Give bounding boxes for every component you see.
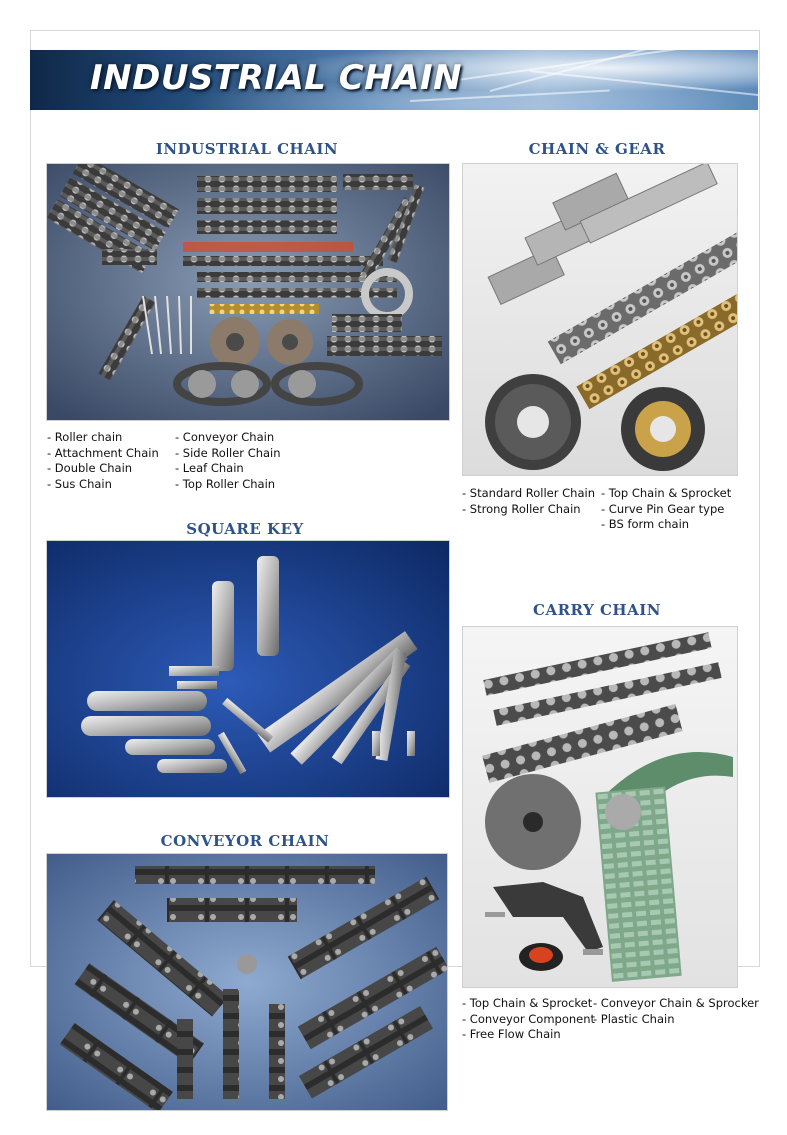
banner-title: INDUSTRIAL CHAIN [90, 58, 463, 98]
industrial-chain-photo [46, 163, 450, 421]
conveyor-chain-title: CONVEYOR CHAIN [160, 832, 330, 850]
chain-gear-list-2 [601, 486, 731, 533]
list-item: - Curve Pin Gear type [601, 501, 725, 516]
carry-chain-photo [462, 626, 738, 988]
list-item: - BS form chain [601, 517, 690, 532]
industrial-chain-list-1 [47, 430, 159, 493]
list-item: - Double Chain [47, 461, 133, 476]
list-item: - Top Chain & Sprocket [601, 486, 732, 500]
square-key-photo [46, 540, 450, 798]
list-item: - Sus Chain [47, 477, 112, 492]
header-banner [30, 50, 758, 110]
list-item: - Conveyor Component [462, 1011, 596, 1026]
carry-chain-title: CARRY CHAIN [533, 601, 661, 619]
list-item: - Strong Roller Chain [462, 501, 581, 516]
list-item: - Plastic Chain [593, 1011, 675, 1026]
carry-chain-list-2 [593, 996, 759, 1027]
list-item: - Attachment Chain [47, 445, 159, 460]
list-item: - Side Roller Chain [175, 445, 281, 460]
carry-chain-list-1 [462, 996, 595, 1043]
list-item: - Top Roller Chain [175, 477, 276, 492]
list-item: - Standard Roller Chain [462, 486, 595, 500]
chain-gear-list-1 [462, 486, 595, 517]
industrial-chain-list-2 [175, 430, 281, 493]
list-item: - Conveyor Chain [175, 430, 275, 444]
list-item: - Roller chain [47, 430, 123, 444]
list-item: - Free Flow Chain [462, 1027, 561, 1042]
conveyor-chain-photo [46, 853, 448, 1111]
industrial-chain-title: INDUSTRIAL CHAIN [155, 140, 339, 158]
list-item: - Leaf Chain [175, 461, 244, 476]
chain-gear-photo [462, 163, 738, 476]
list-item: - Top Chain & Sprocket [462, 996, 593, 1010]
list-item: - Conveyor Chain & Sprocker [593, 996, 759, 1010]
square-key-title: SQUARE KEY [186, 520, 304, 538]
chain-gear-title: CHAIN & GEAR [528, 140, 666, 158]
